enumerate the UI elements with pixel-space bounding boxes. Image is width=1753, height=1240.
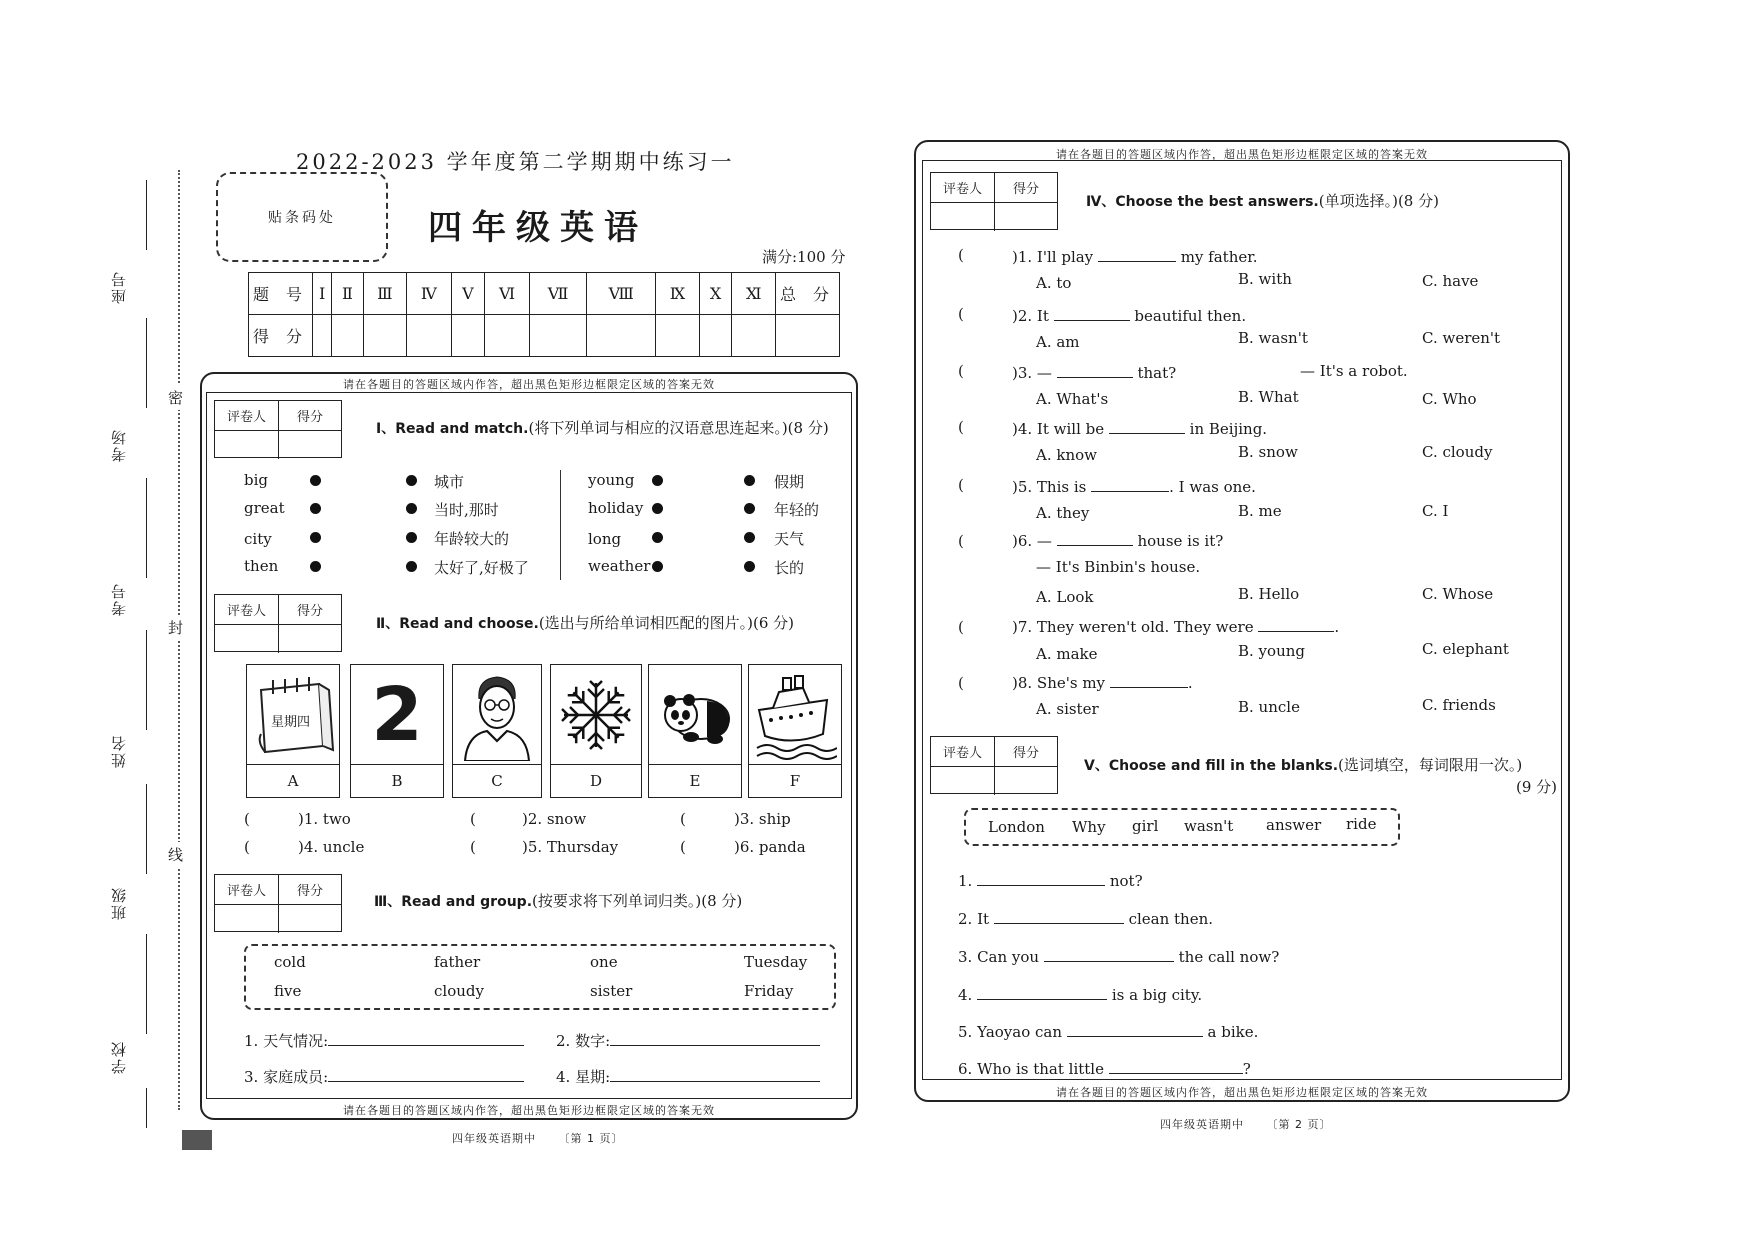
calendar-caption: 星期四: [271, 714, 311, 730]
mc-option[interactable]: B. wasn't: [1238, 329, 1308, 347]
picture-label: C: [491, 772, 503, 790]
match-meaning-right: 天气: [774, 530, 805, 548]
group-family: [244, 1066, 524, 1087]
margin-line: [146, 784, 147, 874]
group-word: cloudy: [434, 982, 484, 1000]
reviewer-cell[interactable]: [215, 431, 278, 459]
answer-paren[interactable]: (: [958, 246, 964, 264]
group-word: sister: [590, 982, 633, 1000]
sentence-text: 2. It: [958, 910, 994, 928]
question-text: )6. —: [1012, 532, 1057, 550]
picture-label: D: [589, 772, 603, 790]
choose-item[interactable]: )5. Thursday: [522, 838, 619, 856]
snowflake-drawing: [558, 677, 634, 753]
answer-blank[interactable]: [1098, 246, 1176, 262]
fill-sentence: [958, 984, 1202, 1004]
footer-page: 〔第 2 页〕: [1266, 1118, 1332, 1131]
group-label: 2. 数字:: [556, 1032, 611, 1050]
group-label: 3. 家庭成员:: [244, 1068, 329, 1086]
section3-title-en: Read and group.: [401, 894, 533, 910]
number-two-icon: [351, 665, 443, 765]
picture-label: E: [689, 772, 701, 790]
section5-title: [1084, 754, 1522, 775]
question-text: .: [1334, 618, 1340, 636]
answer-blank[interactable]: [1258, 616, 1334, 632]
answer-blank[interactable]: [1067, 1021, 1203, 1037]
picture-e: [648, 664, 742, 798]
reviewer-cell[interactable]: [215, 625, 278, 653]
section4-title-cn: (单项选择。)(8 分): [1318, 192, 1439, 210]
group-weather: [244, 1030, 524, 1051]
answer-notice-bottom: 请在各题目的答题区域内作答，超出黑色矩形边框限定区域的答案无效: [343, 1104, 715, 1117]
answer-line[interactable]: [610, 1066, 820, 1082]
choose-item[interactable]: )2. snow: [522, 810, 587, 828]
match-dot[interactable]: [744, 503, 755, 514]
seal-char-mi: 密: [168, 385, 183, 410]
mc-question: [1012, 672, 1193, 692]
score-col: Ⅰ: [313, 273, 332, 315]
match-meaning-left: 城市: [434, 473, 465, 491]
sentence-text: a bike.: [1202, 1023, 1259, 1041]
match-dot[interactable]: [406, 503, 417, 514]
match-word-left: great: [244, 499, 285, 517]
match-meaning-left: 当时,那时: [434, 501, 499, 519]
match-dot[interactable]: [652, 503, 663, 514]
score-cell[interactable]: [587, 315, 656, 357]
section4-num: Ⅳ、: [1086, 194, 1116, 210]
total-label: 总 分: [776, 273, 840, 315]
score-col: Ⅶ: [530, 273, 587, 315]
reviewer-cell[interactable]: [215, 905, 278, 933]
choose-item[interactable]: )4. uncle: [298, 838, 365, 856]
mc-question: [1012, 362, 1176, 382]
score-label: 得分: [278, 875, 341, 904]
reviewer-cell[interactable]: [931, 767, 994, 795]
mc-option[interactable]: A. What's: [1036, 390, 1109, 408]
grader-box: [214, 874, 342, 932]
picture-b: [350, 664, 444, 798]
question-text: )7. They weren't old. They were: [1012, 618, 1259, 636]
margin-line: [146, 934, 147, 1034]
snowflake-icon: [551, 665, 641, 765]
answer-line[interactable]: [328, 1030, 524, 1046]
footer-page: 〔第 1 页〕: [558, 1132, 624, 1145]
score-col: Ⅲ: [363, 273, 406, 315]
grader-box: [214, 400, 342, 458]
question-text: . I was one.: [1169, 478, 1256, 496]
question-text: that?: [1132, 364, 1177, 382]
match-word-right: young: [588, 471, 635, 489]
number-two-glyph: 2: [371, 671, 423, 758]
score-col: Ⅷ: [587, 273, 656, 315]
mc-option[interactable]: A. make: [1036, 645, 1098, 663]
school-label: 学校: [110, 1040, 128, 1074]
section2-title-en: Read and choose.: [399, 616, 539, 632]
margin-line: [146, 478, 147, 578]
section2-num: Ⅱ、: [376, 616, 400, 632]
match-dot[interactable]: [652, 475, 663, 486]
score-cell[interactable]: [313, 315, 332, 357]
answer-blank[interactable]: [1054, 305, 1130, 321]
answer-paren[interactable]: (: [958, 476, 964, 494]
score-col: Ⅳ: [407, 273, 452, 315]
mc-option[interactable]: A. Look: [1036, 588, 1094, 606]
man-portrait-icon: [453, 665, 541, 765]
mc-option[interactable]: B. young: [1238, 642, 1305, 660]
group-weekdays: [556, 1066, 820, 1087]
match-word-left: big: [244, 471, 269, 489]
sentence-text: clean then.: [1123, 910, 1214, 928]
answer-blank[interactable]: [994, 908, 1124, 924]
grader-box: [214, 594, 342, 652]
reviewer-cell[interactable]: [931, 203, 994, 231]
match-meaning-right: 假期: [774, 473, 805, 491]
choose-item[interactable]: )1. two: [298, 810, 351, 828]
choose-paren: (: [680, 810, 686, 828]
match-dot[interactable]: [310, 532, 321, 543]
section1-title: [376, 417, 829, 438]
group-word: five: [274, 982, 302, 1000]
reviewer-label: 评卷人: [226, 410, 266, 425]
question-text: )4. It will be: [1012, 420, 1109, 438]
score-col: Ⅱ: [332, 273, 363, 315]
mc-option[interactable]: C. Whose: [1422, 585, 1494, 603]
answer-blank[interactable]: [1057, 362, 1133, 378]
mc-option[interactable]: A. am: [1036, 333, 1080, 351]
match-dot[interactable]: [406, 561, 417, 572]
sentence-text: 3. Can you: [958, 948, 1044, 966]
exam-room-label: 考场: [110, 428, 128, 462]
question-text: beautiful then.: [1129, 307, 1247, 325]
answer-paren[interactable]: (: [958, 305, 964, 323]
question-text: .: [1187, 674, 1193, 692]
match-dot[interactable]: [310, 475, 321, 486]
answer-paren[interactable]: (: [958, 674, 964, 692]
answer-line[interactable]: [328, 1066, 524, 1082]
match-meaning-right: 长的: [774, 559, 805, 577]
answer-blank[interactable]: [1110, 672, 1188, 688]
page2-footer: [1160, 1116, 1331, 1132]
answer-paren[interactable]: (: [958, 618, 964, 636]
score-col: Ⅵ: [484, 273, 529, 315]
answer-blank[interactable]: [1109, 418, 1185, 434]
mc-option[interactable]: C. friends: [1422, 696, 1496, 714]
section5-points: (9 分): [1516, 778, 1558, 796]
choose-paren: (: [680, 838, 686, 856]
match-word-left: then: [244, 557, 279, 575]
group-numbers: [556, 1030, 820, 1051]
fill-sentence: [958, 946, 1279, 966]
mc-option[interactable]: C. I: [1422, 502, 1449, 520]
match-dot[interactable]: [744, 532, 755, 543]
mc-option[interactable]: C. Who: [1422, 390, 1477, 408]
sentence-text: 5. Yaoyao can: [958, 1023, 1067, 1041]
fill-sentence: [958, 1058, 1251, 1078]
picture-c: [452, 664, 542, 798]
full-score: 满分:100 分: [762, 248, 846, 266]
panda-drawing: [655, 685, 735, 745]
choose-paren: (: [470, 838, 476, 856]
question-text: )5. This is: [1012, 478, 1092, 496]
footer-name: 四年级英语期中: [1160, 1118, 1244, 1131]
section2-title: [376, 612, 794, 633]
choose-item[interactable]: )3. ship: [734, 810, 791, 828]
match-dot[interactable]: [406, 475, 417, 486]
score-col: Ⅺ: [732, 273, 776, 315]
choose-item[interactable]: )6. panda: [734, 838, 806, 856]
score-cell[interactable]: [407, 315, 452, 357]
group-word: father: [434, 953, 481, 971]
score-table: [248, 272, 840, 357]
match-meaning-right: 年轻的: [774, 501, 820, 519]
picture-a: [246, 664, 340, 798]
grader-score-cell[interactable]: [994, 203, 1057, 231]
seal-char-feng: 封: [168, 615, 183, 640]
score-cell[interactable]: [776, 315, 840, 357]
footer-name: 四年级英语期中: [452, 1132, 536, 1145]
score-row-label: 得 分: [249, 315, 313, 357]
mc-option[interactable]: A. know: [1036, 446, 1097, 464]
fill-word: ride: [1346, 815, 1377, 833]
score-label: 得分: [994, 173, 1057, 202]
answer-blank[interactable]: [1109, 1058, 1243, 1074]
match-dot[interactable]: [406, 532, 417, 543]
match-dot[interactable]: [744, 561, 755, 572]
score-cell[interactable]: [332, 315, 363, 357]
answer-notice-top: 请在各题目的答题区域内作答，超出黑色矩形边框限定区域的答案无效: [343, 378, 715, 391]
fill-sentence: [958, 908, 1213, 928]
barcode-label: 贴条码处: [268, 210, 336, 226]
fill-word: Why: [1072, 818, 1106, 836]
choose-paren: (: [244, 810, 250, 828]
fill-word: girl: [1132, 817, 1159, 835]
grader-box: [930, 736, 1058, 794]
group-word: cold: [274, 953, 306, 971]
section1-title-cn: (将下列单词与相应的汉语意思连起来。)(8 分): [528, 419, 829, 437]
reviewer-label: 评卷人: [942, 746, 982, 761]
answer-blank[interactable]: [1091, 476, 1169, 492]
mc-option[interactable]: B. snow: [1238, 443, 1298, 461]
mc-option[interactable]: C. have: [1422, 272, 1479, 290]
fill-word: London: [988, 818, 1045, 836]
score-cell[interactable]: [699, 315, 732, 357]
fill-word: answer: [1266, 816, 1322, 834]
answer-line[interactable]: [610, 1030, 820, 1046]
seat-number-label: 座号: [110, 270, 128, 304]
question-text: my father.: [1175, 248, 1258, 266]
score-cell[interactable]: [484, 315, 529, 357]
question-text: house is it?: [1132, 532, 1224, 550]
answer-paren[interactable]: (: [958, 532, 964, 550]
ship-drawing: [753, 670, 837, 760]
score-cell[interactable]: [656, 315, 699, 357]
match-word-left: city: [244, 530, 272, 548]
page1-footer: [452, 1130, 623, 1146]
mc-option[interactable]: B. Hello: [1238, 585, 1300, 603]
match-divider: [560, 470, 561, 580]
picture-f: [748, 664, 842, 798]
mc-question: [1012, 530, 1223, 550]
match-meaning-left: 年龄较大的: [434, 530, 510, 548]
score-cell[interactable]: [732, 315, 776, 357]
reviewer-label: 评卷人: [226, 884, 266, 899]
question-text: in Beijing.: [1184, 420, 1268, 438]
sentence-text: 4.: [958, 986, 978, 1004]
mc-question: [1012, 418, 1267, 438]
choose-paren: (: [470, 810, 476, 828]
score-col: Ⅸ: [656, 273, 699, 315]
answer-notice-bottom: 请在各题目的答题区域内作答，超出黑色矩形边框限定区域的答案无效: [1056, 1086, 1428, 1099]
calendar-icon: [247, 665, 339, 765]
match-dot[interactable]: [652, 532, 663, 543]
match-dot[interactable]: [310, 561, 321, 572]
section3-title-cn: (按要求将下列单词归类。)(8 分): [532, 892, 743, 910]
mc-question: [1012, 305, 1246, 325]
section4-title: [1086, 190, 1439, 211]
mc-option[interactable]: C. cloudy: [1422, 443, 1493, 461]
section3-title: [374, 890, 742, 911]
section5-title-cn: (选词填空，每词限用一次。): [1338, 756, 1523, 774]
barcode-area: [216, 172, 388, 262]
choose-paren: (: [244, 838, 250, 856]
score-cell[interactable]: [451, 315, 484, 357]
question-text: )3. —: [1012, 364, 1057, 382]
picture-label: A: [287, 772, 299, 790]
score-label: 得分: [278, 401, 341, 430]
score-col: Ⅴ: [451, 273, 484, 315]
mc-question: [1012, 246, 1258, 266]
grader-score-cell[interactable]: [278, 905, 341, 933]
question-number-label: 题 号: [249, 273, 313, 315]
answer-paren[interactable]: (: [958, 418, 964, 436]
match-dot[interactable]: [744, 475, 755, 486]
positioning-mark: [182, 1130, 212, 1150]
name-label: 姓名: [110, 734, 128, 768]
sentence-text: the call now?: [1173, 948, 1280, 966]
margin-line: [146, 318, 147, 408]
seal-dotted-line: [178, 170, 180, 1110]
margin-line: [146, 630, 147, 730]
mc-question: [1012, 616, 1339, 636]
class-label: 班级: [110, 886, 128, 920]
exam-title: 2022-2023 学年度第二学期期中练习一: [296, 150, 735, 174]
group-word: one: [590, 953, 618, 971]
question-text: )8. She's my: [1012, 674, 1110, 692]
mc-option[interactable]: C. weren't: [1422, 329, 1501, 347]
score-table-header-row: [249, 273, 840, 315]
section2-title-cn: (选出与所给单词相匹配的图片。)(6 分): [538, 614, 795, 632]
fill-word: wasn't: [1184, 817, 1234, 835]
man-drawing: [457, 669, 537, 761]
group-word: Friday: [744, 982, 794, 1000]
group-label: 4. 星期:: [556, 1068, 611, 1086]
mc-option[interactable]: A. they: [1036, 504, 1090, 522]
section5-title-en: Choose and fill in the blanks.: [1108, 758, 1339, 774]
grader-score-cell[interactable]: [278, 431, 341, 459]
section1-num: Ⅰ、: [376, 421, 396, 437]
sentence-text: 6. Who is that little: [958, 1060, 1109, 1078]
match-word-right: long: [588, 530, 622, 548]
score-cell[interactable]: [363, 315, 406, 357]
question-text: )1. I'll play: [1012, 248, 1098, 266]
fill-sentence: [958, 870, 1143, 890]
mc-option[interactable]: B. me: [1238, 502, 1282, 520]
match-dot[interactable]: [310, 503, 321, 514]
mc-option[interactable]: B. What: [1238, 388, 1299, 406]
margin-line: [146, 1088, 147, 1128]
calendar-drawing: [251, 672, 335, 758]
fill-sentence: [958, 1021, 1258, 1041]
picture-d: [550, 664, 642, 798]
section1-title-en: Read and match.: [395, 421, 529, 437]
group-label: 1. 天气情况:: [244, 1032, 329, 1050]
grader-score-cell[interactable]: [994, 767, 1057, 795]
reviewer-label: 评卷人: [942, 182, 982, 197]
margin-line: [146, 180, 147, 250]
sentence-text: is a big city.: [1107, 986, 1203, 1004]
grader-box: [930, 172, 1058, 230]
match-dot[interactable]: [652, 561, 663, 572]
ship-icon: [749, 665, 841, 765]
grader-score-cell[interactable]: [278, 625, 341, 653]
question-text: )2. It: [1012, 307, 1054, 325]
seal-char-xian: 线: [168, 842, 183, 867]
picture-label: B: [391, 772, 403, 790]
mc-question: [1012, 476, 1256, 496]
answer-blank[interactable]: [1057, 530, 1133, 546]
reviewer-label: 评卷人: [226, 604, 266, 619]
score-table-score-row: [249, 315, 840, 357]
mc-option[interactable]: A. to: [1036, 274, 1072, 292]
mc-question-reply: — It's Binbin's house.: [1036, 558, 1201, 576]
score-cell[interactable]: [530, 315, 587, 357]
answer-blank[interactable]: [1044, 946, 1174, 962]
mc-option[interactable]: B. uncle: [1238, 698, 1300, 716]
answer-blank[interactable]: [977, 984, 1107, 1000]
group-word: Tuesday: [744, 953, 808, 971]
score-col: Ⅹ: [699, 273, 732, 315]
answer-notice-top: 请在各题目的答题区域内作答，超出黑色矩形边框限定区域的答案无效: [1056, 148, 1428, 161]
answer-paren[interactable]: (: [958, 362, 964, 380]
subject-title: 四年级英语: [428, 208, 648, 248]
exam-number-label: 考号: [110, 582, 128, 616]
mc-option[interactable]: A. sister: [1036, 700, 1099, 718]
mc-option[interactable]: B. with: [1238, 270, 1292, 288]
section4-title-en: Choose the best answers.: [1115, 194, 1319, 210]
mc-option[interactable]: C. elephant: [1422, 640, 1509, 658]
sentence-text: 1.: [958, 872, 978, 890]
match-word-right: weather: [588, 557, 651, 575]
sentence-text: ?: [1242, 1060, 1251, 1078]
score-label: 得分: [994, 737, 1057, 766]
section3-num: Ⅲ、: [374, 894, 402, 910]
sentence-text: not?: [1105, 872, 1143, 890]
score-label: 得分: [278, 595, 341, 624]
match-meaning-left: 太好了,好极了: [434, 559, 529, 577]
mc-question-reply: — It's a robot.: [1300, 362, 1408, 380]
section5-num: Ⅴ、: [1084, 758, 1109, 774]
panda-icon: [649, 665, 741, 765]
match-word-right: holiday: [588, 499, 644, 517]
picture-label: F: [789, 772, 801, 790]
answer-blank[interactable]: [977, 870, 1105, 886]
